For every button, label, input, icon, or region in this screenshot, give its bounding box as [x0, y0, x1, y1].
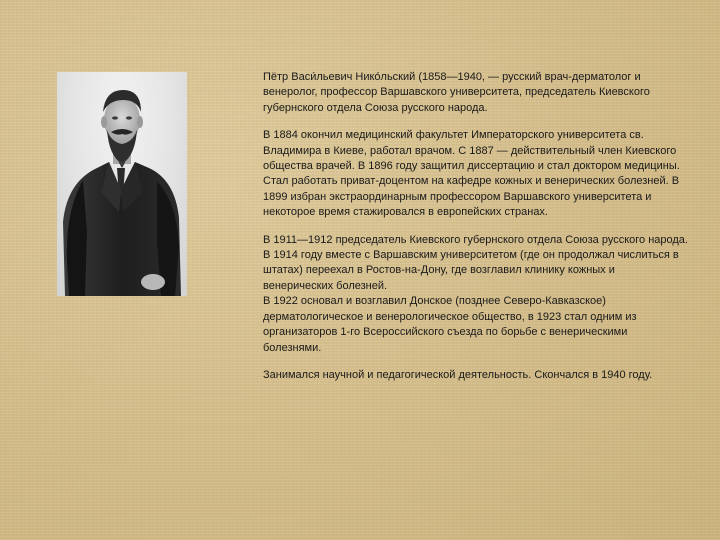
paragraph-education: В 1884 окончил медицинский факультет Императорского университета св. Владимира в Киеве, работал врачом. С 1887 — действительный член Киевского общества врачей. В 1896 году защитил диссертацию и стал доктором медицины. Стал работать приват-доцентом на кафедре кожных и венерических болезней. В 1899 избран экстраординарным профессором Варшавского университета и некоторое время стажировался в европейских странах.: [263, 129, 680, 219]
portrait-photo: [57, 72, 187, 296]
paragraph-intro: Пётр Васи́льевич Нико́льский (1858—1940, — русский врач-дерматолог и венеролог, профессор Варшавского университета, председатель Киевского губернского отдела Союза русского народа.: [263, 71, 650, 114]
biography-text: [263, 70, 688, 395]
portrait-photo-icon: [57, 72, 187, 296]
paragraph-union: В 1911—1912 председатель Киевского губернского отдела Союза русского народа. В 1914 году вместе с Варшавским университетом (где он продолжал числиться в штатах) переехал в Ростов-на-Дону, где возглавил клинику кожных и венерических болезней.: [263, 233, 688, 292]
paragraph-society: В 1922 основал и возглавил Донское (позднее Северо-Кавказское) дерматологическое и венерологическое общество, в 1923 стал одним из организаторов 1-го Всероссийского съезда по борьбе с венерическими болезнями.: [263, 295, 637, 354]
paragraph-death: Занимался научной и педагогической деятельность. Скончался в 1940 году.: [263, 368, 653, 381]
